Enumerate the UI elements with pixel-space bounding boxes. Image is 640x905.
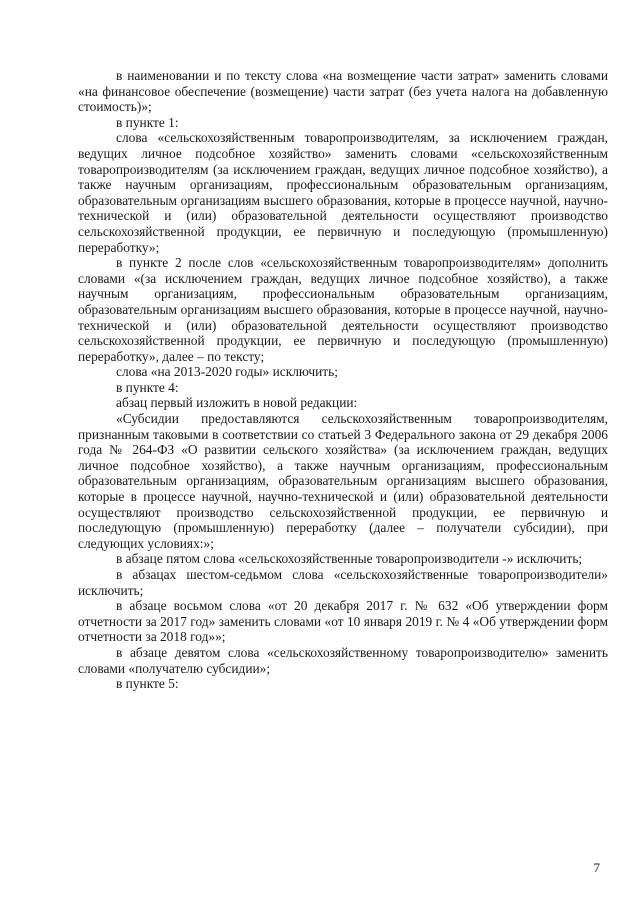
page-number: 7 — [593, 860, 600, 875]
paragraph: в абзаце пятом слова «сельскохозяйственные товаропроизводители -» исключить; — [116, 551, 583, 567]
paragraph: абзац первый изложить в новой редакции: — [116, 395, 358, 411]
paragraph: слова «сельскохозяйственным товаропроизводителям, за исключением граждан, ведущих личное подсобное хозяйство» заменить словами «сельскохозяйственным товаропроизводителям (за исключением граждан, ведущих личное подсобное хозяйство), а также научным организациям, профессиональным образовательным организациям, образовательным организациям высшего образования, которые в процессе научной, научно-технической и (или) образовательной деятельности осуществляют производство сельскохозяйственной продукции, ее первичную и последующую (промышленную) переработку»; — [78, 130, 608, 255]
paragraph: в пункте 5: — [116, 676, 179, 692]
paragraph: в наименовании и по тексту слова «на возмещение части затрат» заменить словами «на финансовое обеспечение (возмещение) части затрат (без учета налога на добавленную стоимость)»; — [78, 68, 608, 115]
paragraph: в абзацах шестом-седьмом слова «сельскохозяйственные товаропроизводители» исключить; — [78, 567, 608, 598]
paragraph: в абзаце девятом слова «сельскохозяйственному товаропроизводителю» заменить словами «получателю субсидии»; — [78, 644, 608, 676]
paragraph: в пункте 4: — [116, 379, 179, 395]
paragraph: в абзаце восьмом слова «от 20 декабря 2017 г. № 632 «Об утверждении форм отчетности за 2017 год» заменить словами «от 10 января 2019 г. № 4 «Об утверждении форм отчетности за 2018 год»»; — [78, 598, 608, 645]
paragraph: слова «на 2013-2020 годы» исключить; — [116, 364, 338, 380]
document-body — [78, 68, 608, 692]
paragraph: в пункте 2 после слов «сельскохозяйственным товаропроизводителям» дополнить словами «(за исключением граждан, ведущих личное подсобное хозяйство), а также научным организациям, профессиональным образовательным организациям, образовательным организациям высшего образования, которые в процессе научной, научно-технической и (или) образовательной деятельности осуществляют производство сельскохозяйственной продукции, ее первичную и последующую (промышленную) переработку», далее – по тексту; — [78, 255, 608, 364]
paragraph: «Субсидии предоставляются сельскохозяйственным товаропроизводителям, признанным таковыми в соответствии со статьей 3 Федерального закона от 29 декабря 2006 года № 264-ФЗ «О развитии сельского хозяйства» (за исключением граждан, ведущих личное подсобное хозяйство), а также научным организациям, профессиональным образовательным организациям, образовательным организациям высшего образования, которые в процессе научной, научно-технической и (или) образовательной деятельности осуществляют производство сельскохозяйственной продукции, ее первичную и последующую (промышленную) переработку (далее – получатели субсидии), при следующих условиях:»; — [78, 411, 608, 551]
paragraph: в пункте 1: — [116, 114, 179, 130]
